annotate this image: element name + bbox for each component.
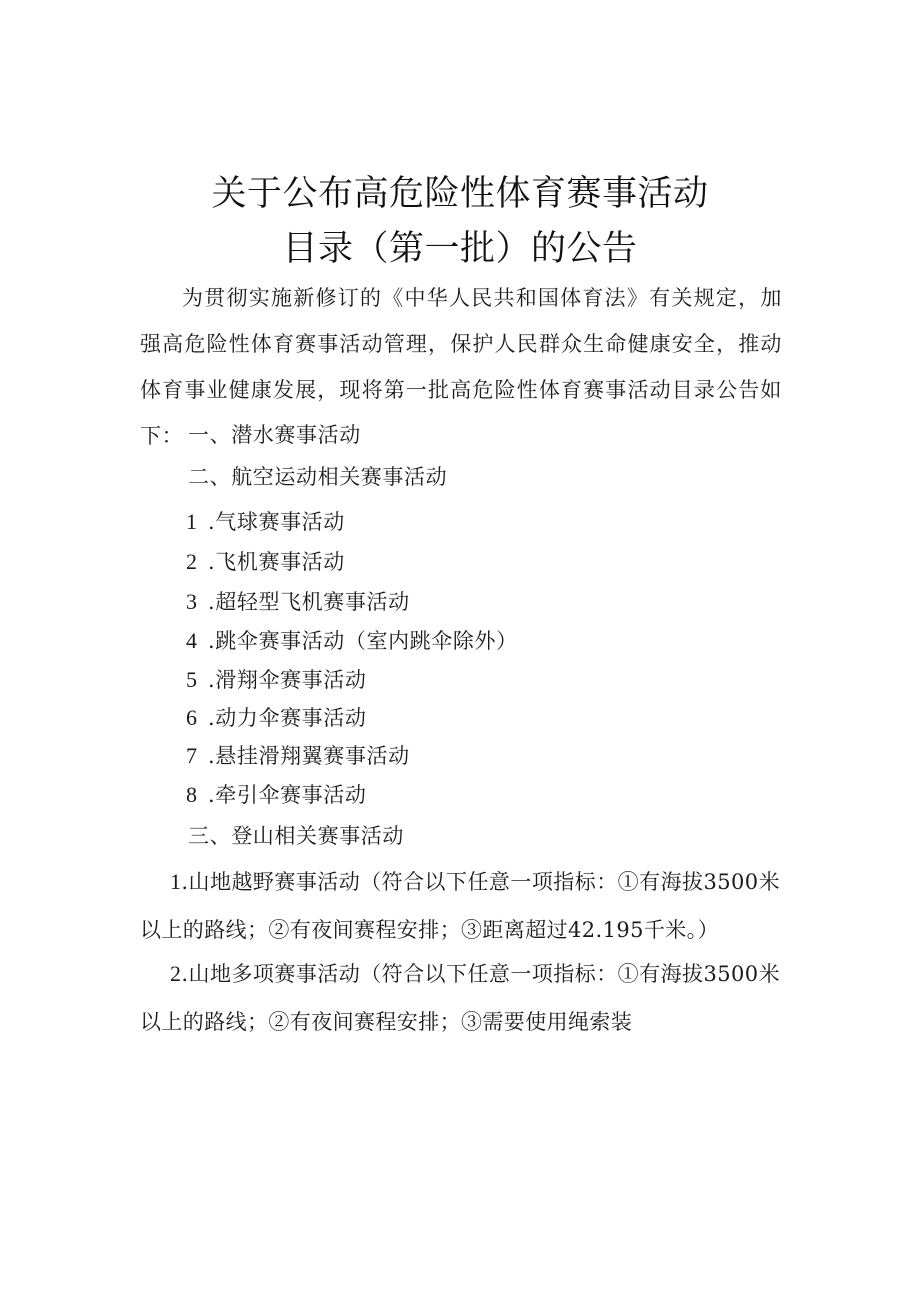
document-title-line-1: 关于公布高危险性体育赛事活动: [211, 174, 709, 214]
list-item-text: .飞机赛事活动: [208, 550, 345, 574]
mountain-item-paragraph: [140, 950, 780, 1046]
list-item-text: .山地越野赛事活动（符合以下任意一项指标：①有海拔3500米以上的路线；②有夜间赛程安排；③距离超过42.195千米。）: [140, 870, 780, 942]
section-heading-diving: 一、潜水赛事活动: [188, 423, 361, 447]
list-item: [186, 779, 366, 809]
list-item: [186, 702, 366, 732]
list-item-number: 5: [186, 667, 198, 692]
list-item-text: .山地多项赛事活动（符合以下任意一项指标：①有海拔3500米以上的路线；②有夜间赛程安排；③需要使用绳索装: [140, 962, 780, 1034]
list-item-number: 1: [170, 869, 182, 894]
document-title-line-2: 目录（第一批）的公告: [282, 229, 638, 269]
list-item-text: .动力伞赛事活动: [208, 706, 367, 730]
intro-paragraph: 为贯彻实施新修订的《中华人民共和国体育法》有关规定，加强高危险性体育赛事活动管理，保护人民群众生命健康安全，推动体育事业健康发展，现将第一批高危险性体育赛事活动目录公告如下：: [140, 286, 782, 448]
list-item: [186, 740, 410, 770]
list-item: [186, 586, 410, 616]
list-item-number: 8: [186, 782, 198, 807]
list-item: [186, 546, 345, 576]
list-item-text: .气球赛事活动: [208, 510, 345, 534]
list-item: [186, 625, 518, 655]
list-item-text: .跳伞赛事活动（室内跳伞除外）: [208, 629, 518, 653]
section-heading-mountaineering: 三、登山相关赛事活动: [188, 824, 404, 848]
list-item: [186, 664, 366, 694]
list-item-text: .滑翔伞赛事活动: [208, 668, 367, 692]
section-heading-aviation: 二、航空运动相关赛事活动: [188, 465, 448, 489]
list-item-number: 2: [170, 961, 182, 986]
list-item-number: 4: [186, 628, 198, 653]
list-item-number: 2: [186, 549, 198, 574]
list-item-text: .超轻型飞机赛事活动: [208, 590, 410, 614]
mountain-item-paragraph: [140, 858, 780, 954]
list-item: [186, 506, 345, 536]
list-item-number: 6: [186, 705, 198, 730]
list-item-number: 3: [186, 589, 198, 614]
list-item-number: 1: [186, 509, 198, 534]
list-item-text: .悬挂滑翔翼赛事活动: [208, 744, 410, 768]
list-item-number: 7: [186, 743, 198, 768]
list-item-text: .牵引伞赛事活动: [208, 783, 367, 807]
